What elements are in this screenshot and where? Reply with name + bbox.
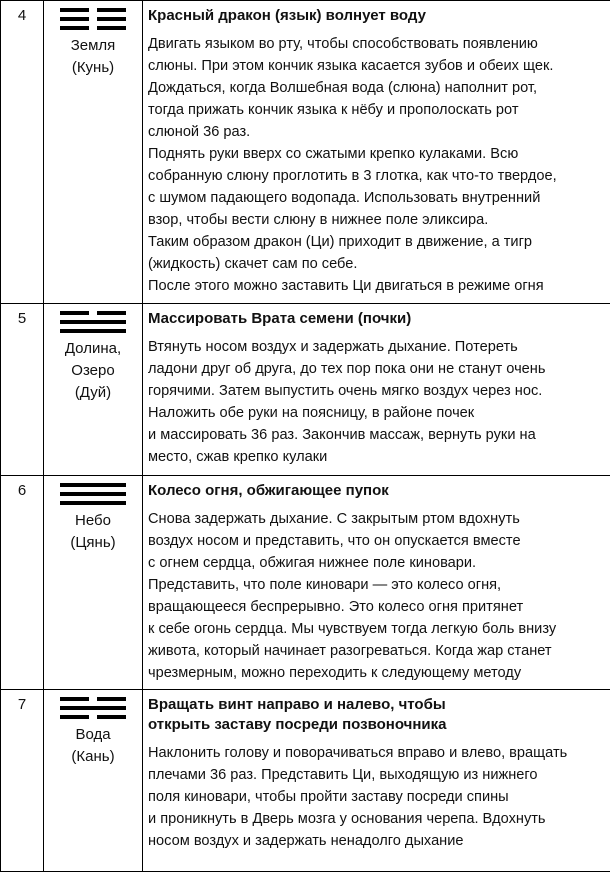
solid-line-icon	[60, 320, 126, 324]
trigram-name	[44, 510, 142, 554]
exercise-title-line: Вращать винт направо и налево, чтобы	[148, 695, 610, 715]
description-line: вращающееся беспрерывно. Это колесо огня притянет	[148, 596, 610, 618]
exercise-title	[148, 6, 610, 26]
description-line: ладони друг об друга, до тех пор пока они не станут очень	[148, 358, 610, 380]
description-cell	[143, 690, 610, 872]
exercise-description	[148, 508, 610, 684]
row-number: 5	[1, 304, 44, 476]
broken-line-icon	[60, 8, 126, 12]
broken-line-icon	[60, 715, 126, 719]
description-line: чрезмерным, можно переходить к следующему методу	[148, 662, 610, 684]
description-line: и массировать 36 раз. Закончив массаж, вернуть руки на	[148, 424, 610, 446]
description-line: Дождаться, когда Волшебная вода (слюна) наполнит рот,	[148, 77, 610, 99]
broken-line-icon	[60, 26, 126, 30]
description-line: Наложить обе руки на поясницу, в районе почек	[148, 402, 610, 424]
exercise-title-line: Красный дракон (язык) волнует воду	[148, 6, 610, 26]
trigram-name-line: (Цянь)	[44, 532, 142, 554]
exercise-title-line: Массировать Врата семени (почки)	[148, 309, 610, 329]
trigram-name-line: Небо	[44, 510, 142, 532]
trigram-name	[44, 724, 142, 768]
description-cell	[143, 476, 610, 690]
description-line: носом воздух и задержать ненадолго дыхание	[148, 830, 610, 852]
table-row	[1, 476, 610, 690]
description-line: Снова задержать дыхание. С закрытым ртом вдохнуть	[148, 508, 610, 530]
description-line: слюны. При этом кончик языка касается зубов и обеих щек.	[148, 55, 610, 77]
broken-line-icon	[60, 697, 126, 701]
description-line: Таким образом дракон (Ци) приходит в движение, а тигр	[148, 231, 610, 253]
description-line: и проникнуть в Дверь мозга у основания черепа. Вдохнуть	[148, 808, 610, 830]
description-line: Втянуть носом воздух и задержать дыхание. Потереть	[148, 336, 610, 358]
trigram-icon	[44, 311, 142, 338]
exercise-title	[148, 481, 610, 501]
solid-line-icon	[60, 706, 126, 710]
description-line: Наклонить голову и поворачиваться вправо и влево, вращать	[148, 742, 610, 764]
exercise-title-line: Колесо огня, обжигающее пупок	[148, 481, 610, 501]
description-line: После этого можно заставить Ци двигаться в режиме огня	[148, 275, 610, 297]
description-line: поля киновари, чтобы пройти заставу посреди спины	[148, 786, 610, 808]
trigram-icon	[44, 697, 142, 724]
row-number: 4	[1, 1, 44, 304]
trigram-name	[44, 35, 142, 79]
description-line: с огнем сердца, обжигая нижнее поле киновари.	[148, 552, 610, 574]
solid-line-icon	[60, 501, 126, 505]
table-row	[1, 304, 610, 476]
trigram-icon	[44, 483, 142, 510]
description-line: взор, чтобы вести слюну в нижнее поле эликсира.	[148, 209, 610, 231]
description-cell	[143, 304, 610, 476]
description-line: Поднять руки вверх со сжатыми крепко кулаками. Всю	[148, 143, 610, 165]
exercise-description	[148, 33, 610, 297]
description-line: воздух носом и представить, что он опускается вместе	[148, 530, 610, 552]
row-number: 6	[1, 476, 44, 690]
broken-line-icon	[60, 17, 126, 21]
exercise-description	[148, 742, 610, 852]
trigram-name-line: Земля	[44, 35, 142, 57]
trigram-name-line: (Дуй)	[44, 382, 142, 404]
trigram-cell	[44, 690, 143, 872]
broken-line-icon	[60, 311, 126, 315]
trigram-cell	[44, 304, 143, 476]
description-cell	[143, 1, 610, 304]
trigram-name	[44, 338, 142, 404]
description-line: (жидкость) скачет сам по себе.	[148, 253, 610, 275]
trigram-icon	[44, 8, 142, 35]
solid-line-icon	[60, 329, 126, 333]
row-number: 7	[1, 690, 44, 872]
description-line: к себе огонь сердца. Мы чувствуем тогда легкую боль внизу	[148, 618, 610, 640]
table-body	[1, 1, 610, 872]
trigram-name-line: Вода	[44, 724, 142, 746]
trigram-cell	[44, 1, 143, 304]
solid-line-icon	[60, 492, 126, 496]
exercise-title-line: открыть заставу посреди позвоночника	[148, 715, 610, 735]
solid-line-icon	[60, 483, 126, 487]
exercise-title	[148, 309, 610, 329]
trigram-name-line: (Кунь)	[44, 57, 142, 79]
table-row	[1, 690, 610, 872]
exercise-description	[148, 336, 610, 468]
exercise-title	[148, 695, 610, 735]
description-line: с шумом падающего водопада. Использовать внутренний	[148, 187, 610, 209]
description-line: слюной 36 раз.	[148, 121, 610, 143]
description-line: Двигать языком во рту, чтобы способствовать появлению	[148, 33, 610, 55]
table-row	[1, 1, 610, 304]
description-line: Представить, что поле киновари — это колесо огня,	[148, 574, 610, 596]
trigram-name-line: Долина,	[44, 338, 142, 360]
description-line: место, сжав крепко кулаки	[148, 446, 610, 468]
trigram-name-line: (Кань)	[44, 746, 142, 768]
description-line: собранную слюну проглотить в 3 глотка, как что-то твердое,	[148, 165, 610, 187]
trigram-cell	[44, 476, 143, 690]
description-line: живота, который начинает разогреваться. Когда жар станет	[148, 640, 610, 662]
description-line: горячими. Затем выпустить очень мягко воздух через нос.	[148, 380, 610, 402]
trigram-name-line: Озеро	[44, 360, 142, 382]
description-line: тогда прижать кончик языка к нёбу и прополоскать рот	[148, 99, 610, 121]
description-line: плечами 36 раз. Представить Ци, выходящую из нижнего	[148, 764, 610, 786]
